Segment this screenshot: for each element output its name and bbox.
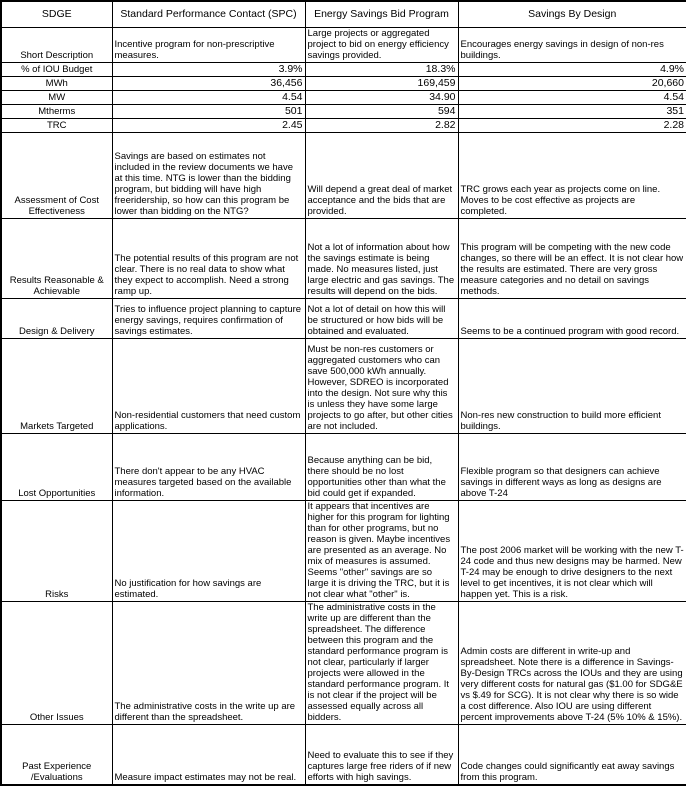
row-label-design-delivery: Design & Delivery xyxy=(1,299,112,339)
cell-results-reasonable-achievable-bid: Not a lot of information about how the savings estimate is being made. No measures listed, just large electric and gas savings. The results will depend on the bids. xyxy=(305,219,458,299)
cell-mw-spc: 4.54 xyxy=(112,91,305,105)
cell-trc-spc: 2.45 xyxy=(112,119,305,133)
cell-mwh-spc: 36,456 xyxy=(112,77,305,91)
cell-design-delivery-bid: Not a lot of detail on how this will be structured or how bids will be obtained and evaluated. xyxy=(305,299,458,339)
cell-other-issues-sbd: Admin costs are different in write-up and spreadsheet. Note there is a difference in Savings- By-Design TRCs across the IOUs and they are using very different costs for natural gas ($1.00 for SDG&E vs $.49 for SCG). It is not clear why there is so wide a cost difference. Also IOU are using different percent improvements above T-24 (5% 10% & 15%). xyxy=(458,602,686,725)
column-header-sbd: Savings By Design xyxy=(458,1,686,28)
table-row-results-reasonable-achievable xyxy=(1,219,686,299)
cell-mw-sbd: 4.54 xyxy=(458,91,686,105)
row-label-mtherms: Mtherms xyxy=(1,105,112,119)
table-row-risks xyxy=(1,501,686,602)
cell-other-issues-spc: The administrative costs in the write up are different than the spreadsheet. xyxy=(112,602,305,725)
cell-short-description-bid: Large projects or aggregated project to bid on energy efficiency savings provided. xyxy=(305,28,458,63)
cell-iou-budget-spc: 3.9% xyxy=(112,63,305,77)
cell-assessment-cost-effectiveness-spc: Savings are based on estimates not included in the review documents we have at this time. NTG is lower than the bidding program, but bidding will have high freeridership, so how can this program be lower than bidding on the NTG? xyxy=(112,133,305,219)
row-label-assessment-cost-effectiveness: Assessment of Cost Effectiveness xyxy=(1,133,112,219)
cell-risks-bid: It appears that incentives are higher for this program for lighting than for other programs, but no reason is given. Maybe incentives are presented as an average. No mix of measures is assumed. Seems "other" savings are so large it is driving the TRC, but it is not clear what "other" is. xyxy=(305,501,458,602)
cell-risks-sbd: The post 2006 market will be working with the new T-24 code and thus new designs may be harmed. New T-24 may be enough to drive designers to the next level to get incentives, it is not clear which will happen yet. This is a risk. xyxy=(458,501,686,602)
cell-mw-bid: 34.90 xyxy=(305,91,458,105)
cell-markets-targeted-bid: Must be non-res customers or aggregated customers who can save 500,000 kWh annually. However, SDREO is incorporated into the design. Not sure why this is unless they have some large projects to go after, but other cities are not included. xyxy=(305,339,458,434)
table-row-mw xyxy=(1,91,686,105)
cell-lost-opportunities-bid: Because anything can be bid, there should be no lost opportunities other than what the bid could get if expanded. xyxy=(305,434,458,501)
cell-mwh-sbd: 20,660 xyxy=(458,77,686,91)
cell-design-delivery-spc: Tries to influence project planning to capture energy savings, requires confirmation of savings estimates. xyxy=(112,299,305,339)
table-row-assessment-cost-effectiveness xyxy=(1,133,686,219)
table-row-past-experience xyxy=(1,725,686,785)
table-row-short-description xyxy=(1,28,686,63)
cell-lost-opportunities-spc: There don't appear to be any HVAC measures targeted based on the available information. xyxy=(112,434,305,501)
table-row-trc xyxy=(1,119,686,133)
cell-mwh-bid: 169,459 xyxy=(305,77,458,91)
cell-other-issues-bid: The administrative costs in the write up are different than the spreadsheet. The difference between this program and the standard performance program is not clear, particularly if larger projects were allowed in the standard performance program. It is not clear if the project will be assessed equally across all bidders. xyxy=(305,602,458,725)
cell-trc-sbd: 2.28 xyxy=(458,119,686,133)
row-label-short-description: Short Description xyxy=(1,28,112,63)
column-header-spc: Standard Performance Contact (SPC) xyxy=(112,1,305,28)
cell-past-experience-bid: Need to evaluate this to see if they captures large free riders of if new efforts with high savings. xyxy=(305,725,458,785)
table-body xyxy=(1,28,686,785)
cell-design-delivery-sbd: Seems to be a continued program with good record. xyxy=(458,299,686,339)
row-label-iou-budget: % of IOU Budget xyxy=(1,63,112,77)
row-label-results-reasonable-achievable: Results Reasonable & Achievable xyxy=(1,219,112,299)
row-label-markets-targeted: Markets Targeted xyxy=(1,339,112,434)
row-label-other-issues: Other Issues xyxy=(1,602,112,725)
table-row-lost-opportunities xyxy=(1,434,686,501)
cell-past-experience-sbd: Code changes could significantly eat away savings from this program. xyxy=(458,725,686,785)
cell-assessment-cost-effectiveness-sbd: TRC grows each year as projects come on line. Moves to be cost effective as projects are completed. xyxy=(458,133,686,219)
cell-iou-budget-bid: 18.3% xyxy=(305,63,458,77)
row-label-risks: Risks xyxy=(1,501,112,602)
table-row-design-delivery xyxy=(1,299,686,339)
table-row-mwh xyxy=(1,77,686,91)
cell-results-reasonable-achievable-spc: The potential results of this program are not clear. There is no real data to show what they expect to accomplish. Need a strong ramp up. xyxy=(112,219,305,299)
cell-iou-budget-sbd: 4.9% xyxy=(458,63,686,77)
table-row-other-issues xyxy=(1,602,686,725)
cell-risks-spc: No justification for how savings are estimated. xyxy=(112,501,305,602)
cell-short-description-spc: Incentive program for non-prescriptive measures. xyxy=(112,28,305,63)
row-label-lost-opportunities: Lost Opportunities xyxy=(1,434,112,501)
column-header-sdge: SDGE xyxy=(1,1,112,28)
cell-past-experience-spc: Measure impact estimates may not be real. xyxy=(112,725,305,785)
cell-assessment-cost-effectiveness-bid: Will depend a great deal of market acceptance and the bids that are provided. xyxy=(305,133,458,219)
table-row-mtherms xyxy=(1,105,686,119)
cell-trc-bid: 2.82 xyxy=(305,119,458,133)
cell-results-reasonable-achievable-sbd: This program will be competing with the new code changes, so there will be an effect. It is not clear how the results are estimated. There are very gross measure categories and no detail on savings methods. xyxy=(458,219,686,299)
row-label-past-experience: Past Experience /Evaluations xyxy=(1,725,112,785)
cell-lost-opportunities-sbd: Flexible program so that designers can achieve savings in different ways as long as designs are above T-24 xyxy=(458,434,686,501)
cell-markets-targeted-sbd: Non-res new construction to build more efficient buildings. xyxy=(458,339,686,434)
row-label-mw: MW xyxy=(1,91,112,105)
cell-short-description-sbd: Encourages energy savings in design of non-res buildings. xyxy=(458,28,686,63)
cell-mtherms-spc: 501 xyxy=(112,105,305,119)
header-row xyxy=(1,1,686,28)
cell-mtherms-sbd: 351 xyxy=(458,105,686,119)
row-label-mwh: MWh xyxy=(1,77,112,91)
column-header-bid: Energy Savings Bid Program xyxy=(305,1,458,28)
cell-mtherms-bid: 594 xyxy=(305,105,458,119)
table-row-markets-targeted xyxy=(1,339,686,434)
table-row-iou-budget xyxy=(1,63,686,77)
cell-markets-targeted-spc: Non-residential customers that need custom applications. xyxy=(112,339,305,434)
row-label-trc: TRC xyxy=(1,119,112,133)
